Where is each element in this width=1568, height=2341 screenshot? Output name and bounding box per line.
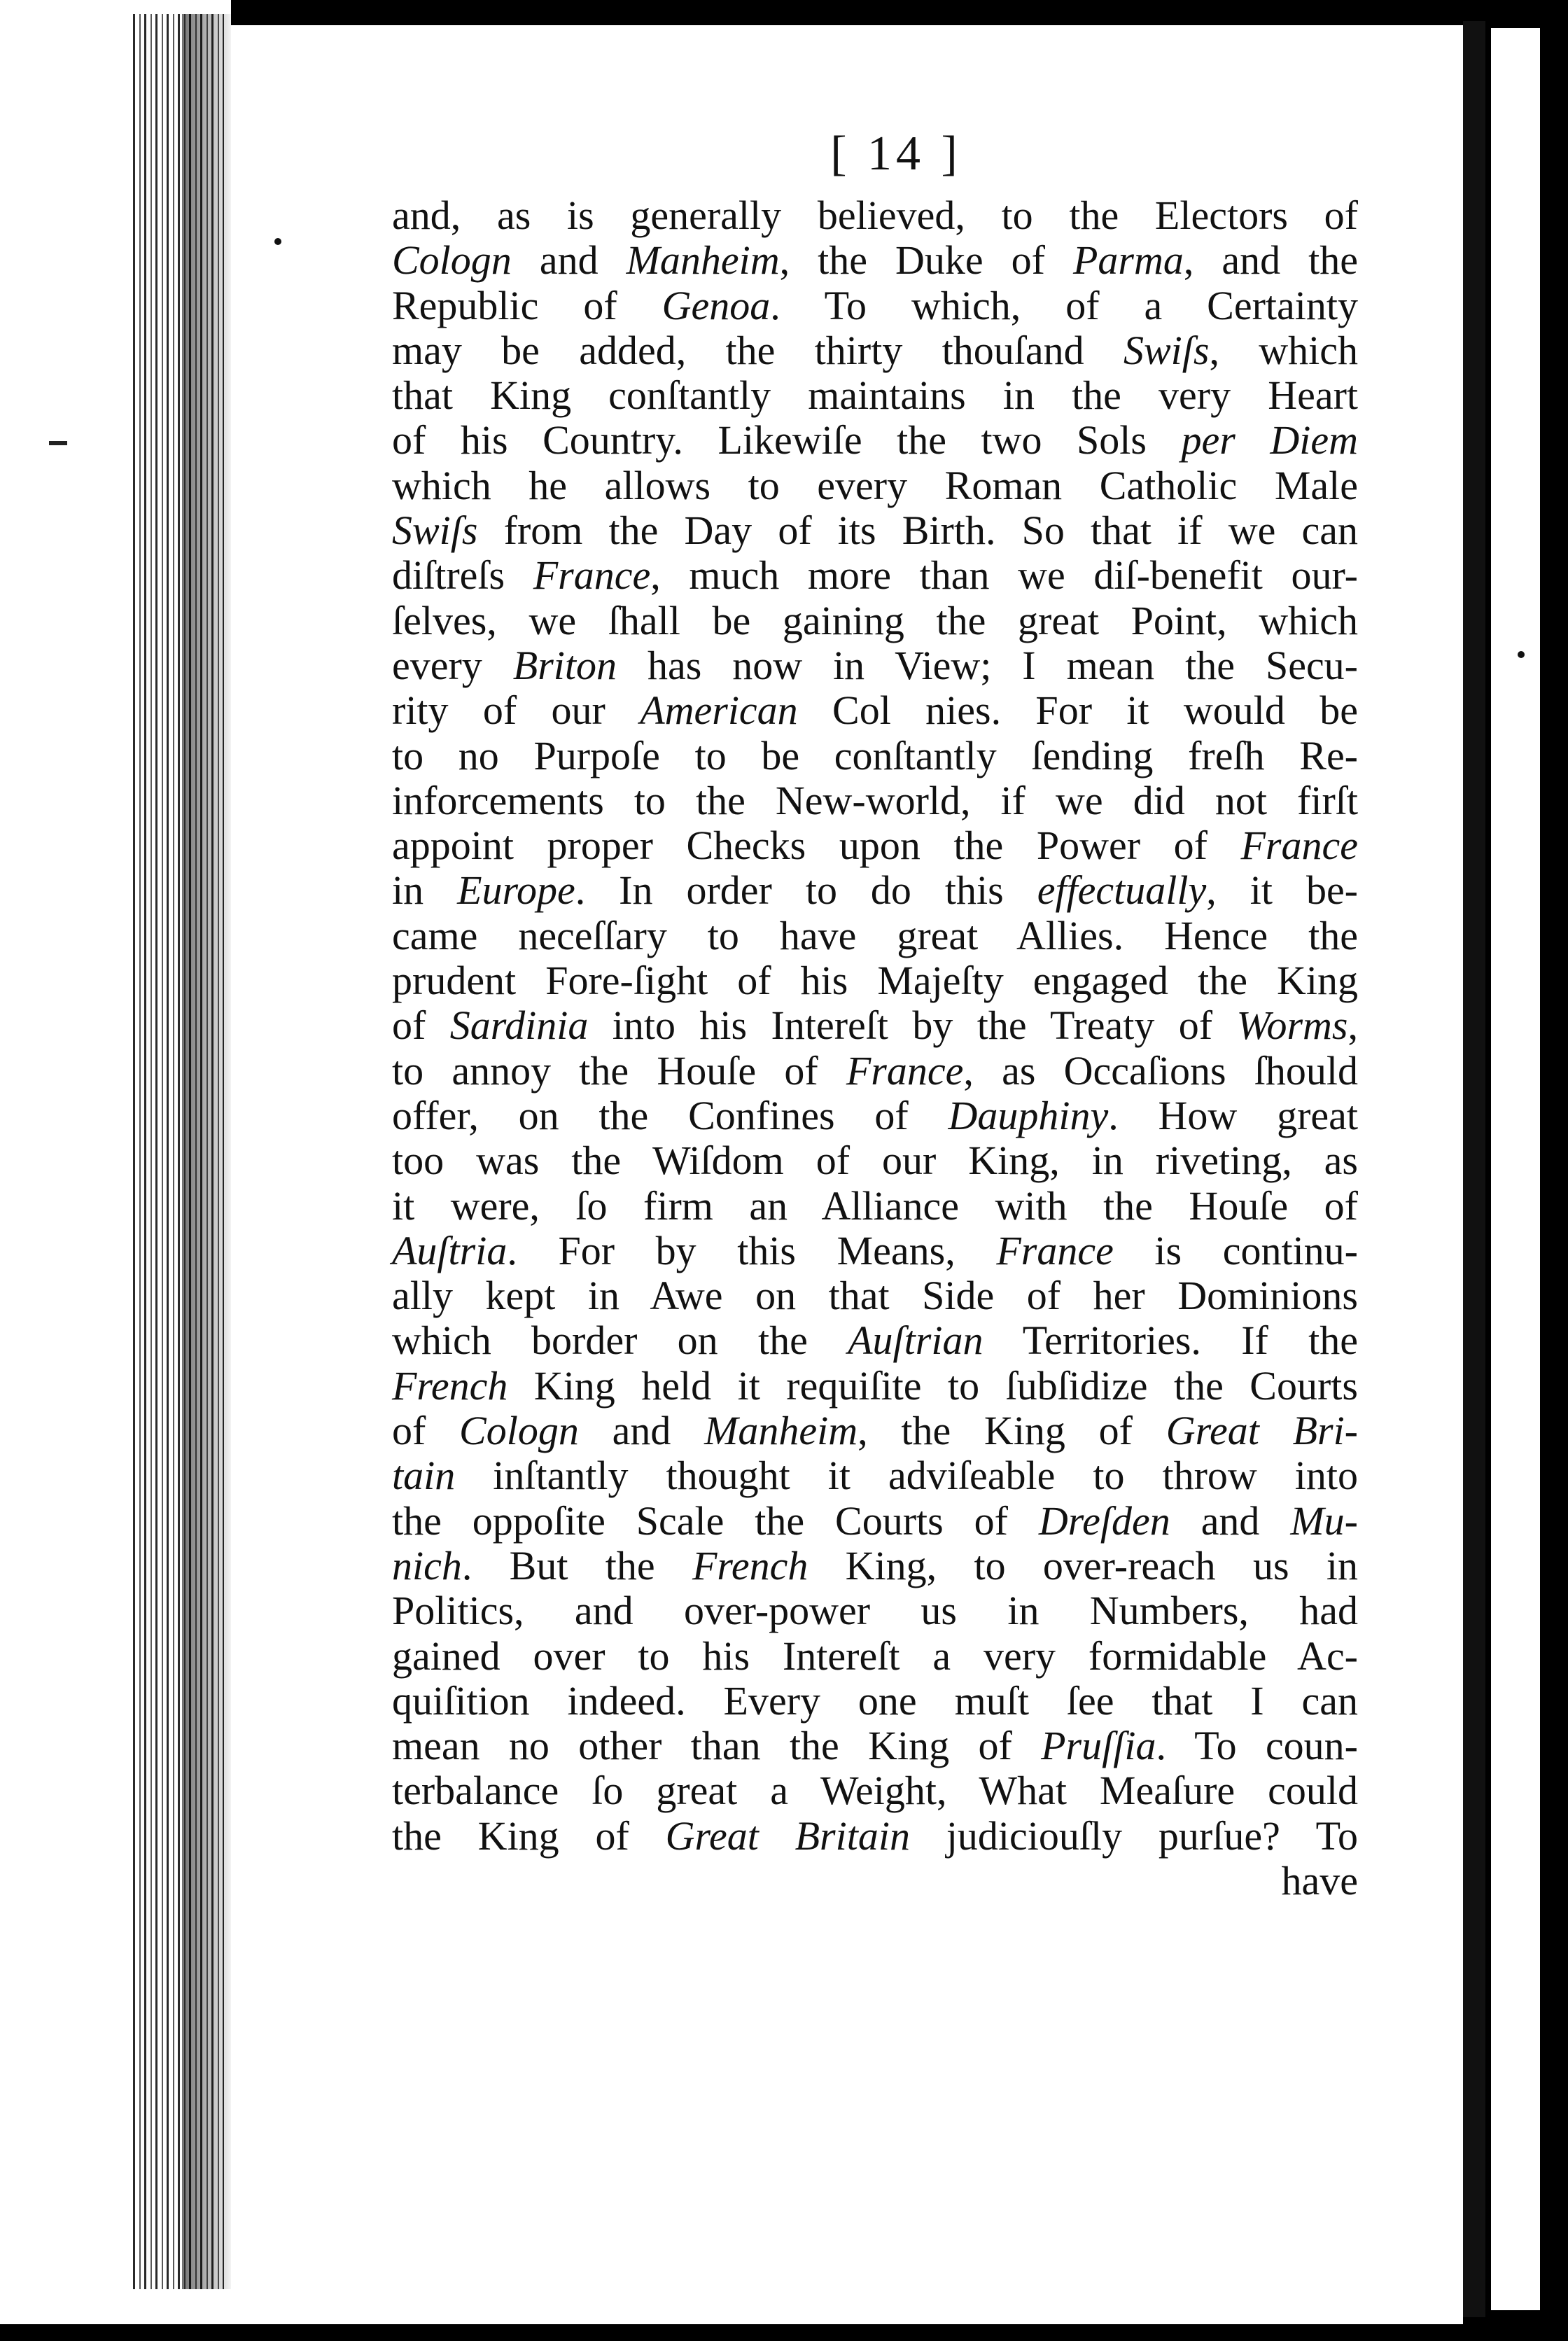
- text-line: Cologn and Manheim, the Duke of Parma, and the: [392, 237, 1358, 284]
- text-line: ſelves, we ſhall be gaining the great Point, which: [392, 597, 1358, 643]
- text-line: the King of Great Britain judiciouſly purſue? To: [392, 1812, 1358, 1859]
- text-line: in Europe. In order to do this effectually, it be-: [392, 867, 1358, 914]
- text-line: which border on the Auſtrian Territories. If the: [392, 1318, 1358, 1364]
- text-line: too was the Wiſdom of our King, in riveting, as: [392, 1138, 1358, 1184]
- text-line: tain inſtantly thought it adviſeable to throw into: [392, 1453, 1358, 1499]
- text-line: Republic of Genoa. To which, of a Certainty: [392, 282, 1358, 328]
- text-line: quiſition indeed. Every one muſt ſee that I can: [392, 1677, 1358, 1724]
- scan-border-bottom: [0, 2324, 1568, 2341]
- text-line: the oppoſite Scale the Courts of Dreſden and Mu-: [392, 1497, 1358, 1544]
- text-line: Swiſs from the Day of its Birth. So that if we can: [392, 508, 1358, 554]
- speck: [274, 238, 281, 245]
- text-line: Politics, and over-power us in Numbers, had: [392, 1588, 1358, 1634]
- text-line: that King conſtantly maintains in the very Heart: [392, 372, 1358, 419]
- gutter-shadow: [182, 14, 231, 2289]
- text-line: may be added, the thirty thouſand Swiſs, which: [392, 327, 1358, 373]
- text-line: diſtreſs France, much more than we diſ-benefit our-: [392, 552, 1358, 599]
- body-text: [392, 193, 1358, 1903]
- text-line: of Sardinia into his Intereſt by the Treaty of Worms,: [392, 1002, 1358, 1049]
- text-line: ally kept in Awe on that Side of her Dominions: [392, 1273, 1358, 1319]
- text-line: and, as is generally believed, to the Electors of: [392, 193, 1358, 238]
- page-number: [ 14 ]: [830, 127, 962, 181]
- speck: [1518, 651, 1525, 658]
- text-line: of Cologn and Manheim, the King of Great Bri-: [392, 1408, 1359, 1454]
- text-line: rity of our American Col nies. For it would be: [392, 687, 1358, 734]
- right-page-shadow: [1463, 21, 1485, 2317]
- text-line: to annoy the Houſe of France, as Occaſions ſhould: [392, 1047, 1358, 1093]
- text-line: terbalance ſo great a Weight, What Meaſure could: [392, 1768, 1358, 1814]
- text-line: of his Country. Likewiſe the two Sols per Diem: [392, 417, 1358, 463]
- text-line: prudent Fore-ſight of his Majeſty engaged the King: [392, 958, 1358, 1004]
- text-line: every Briton has now in View; I mean the Secu-: [392, 642, 1358, 688]
- speck: [49, 441, 67, 445]
- text-line: it were, ſo firm an Alliance with the Houſe of: [392, 1182, 1358, 1229]
- text-line: French King held it requiſite to ſubſidize the Courts: [392, 1362, 1358, 1409]
- text-line: which he allows to every Roman Catholic Male: [392, 462, 1358, 508]
- text-line: appoint proper Checks upon the Power of France: [392, 823, 1358, 869]
- text-line: Auſtria. For by this Means, France is continu-: [392, 1227, 1358, 1273]
- text-line: nich. But the French King, to over-reach us in: [392, 1542, 1358, 1588]
- text-line: came neceſſary to have great Allies. Hence the: [392, 912, 1358, 958]
- facing-page-strip: [1491, 28, 1540, 2310]
- binding-gutter: [0, 0, 231, 2341]
- catchword: have: [1281, 1857, 1358, 1903]
- scan-border-top: [0, 0, 1568, 25]
- text-line: gained over to his Intereſt a very formidable Ac-: [392, 1633, 1358, 1679]
- text-line: mean no other than the King of Pruſſia. To coun-: [392, 1723, 1358, 1769]
- text-line: to no Purpoſe to be conſtantly ſending freſh Re-: [392, 732, 1358, 778]
- text-line: offer, on the Confines of Dauphiny. How great: [392, 1092, 1359, 1138]
- text-line: inforcements to the New-world, if we did not firſt: [392, 777, 1358, 823]
- page-content: [392, 126, 1358, 1903]
